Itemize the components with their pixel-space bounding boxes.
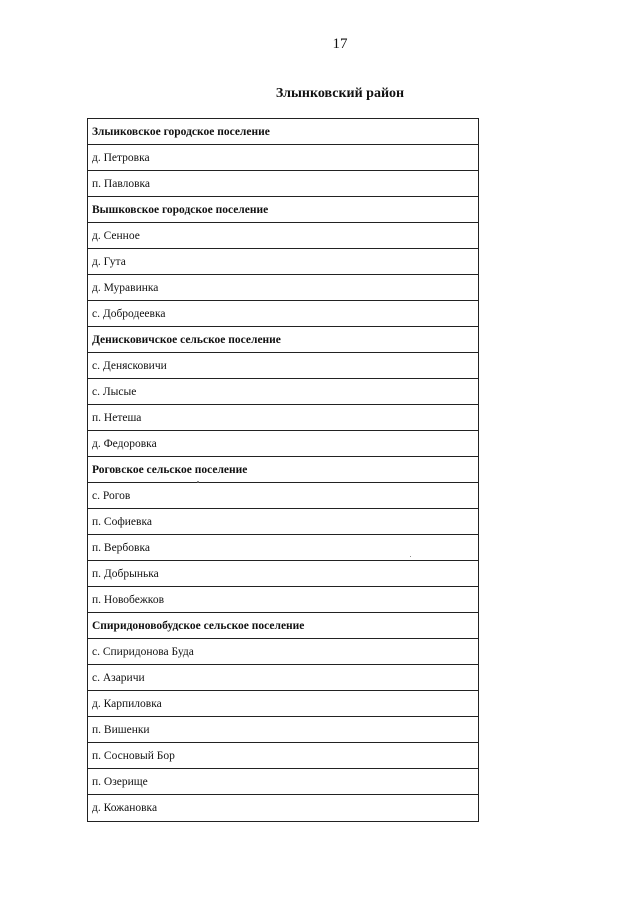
settlement-label: п. Нетеша	[92, 411, 142, 424]
settlement-label: с. Азаричи	[92, 671, 145, 684]
settlement-row	[88, 717, 478, 743]
settlement-table	[87, 118, 479, 822]
settlement-row	[88, 301, 478, 327]
settlement-group-label: Роговское сельское поселение	[92, 463, 248, 476]
settlement-row	[88, 561, 478, 587]
settlement-row	[88, 665, 478, 691]
settlement-label: с. Спиридонова Буда	[92, 645, 194, 658]
settlement-group-header	[88, 327, 478, 353]
settlement-label: п. Новобежков	[92, 593, 164, 606]
settlement-row	[88, 691, 478, 717]
settlement-row	[88, 249, 478, 275]
settlement-label: д. Петровка	[92, 151, 150, 164]
settlement-row	[88, 379, 478, 405]
page-title: Злынковский район	[275, 86, 405, 101]
settlement-row	[88, 743, 478, 769]
settlement-row	[88, 353, 478, 379]
settlement-label: с. Рогов	[92, 489, 131, 502]
settlement-label: п. Вербовка	[92, 541, 150, 554]
settlement-row	[88, 587, 478, 613]
settlement-group-header	[88, 457, 478, 483]
settlement-label: п. Добрынька	[92, 567, 159, 580]
settlement-label: д. Муравинка	[92, 281, 159, 294]
settlement-group-label: Злыиковское городское поселение	[92, 125, 270, 138]
settlement-group-label: Денисковичское сельское поселение	[92, 333, 281, 346]
settlement-row	[88, 275, 478, 301]
settlement-label: п. Павловка	[92, 177, 151, 190]
settlement-group-label: Спиридоновобудское сельское поселение	[92, 619, 305, 632]
settlement-label: д. Кожановка	[92, 802, 158, 814]
settlement-group-header	[88, 613, 478, 639]
scan-artifact	[410, 556, 411, 557]
settlement-row	[88, 405, 478, 431]
settlement-label: д. Сенное	[92, 229, 140, 242]
settlement-label: с. Лысые	[92, 385, 137, 398]
settlement-group-label: Вышковское городское поселение	[92, 203, 269, 216]
settlement-row	[88, 145, 478, 171]
settlement-label: п. Вишенки	[92, 723, 150, 736]
settlement-label: п. Сосновый Бор	[92, 749, 175, 762]
settlement-label: с. Добродеевка	[92, 307, 166, 320]
scan-artifact	[197, 481, 199, 483]
settlement-label: д. Федоровка	[92, 437, 157, 450]
settlement-label: с. Денясковичи	[92, 359, 167, 372]
settlement-label: д. Гута	[92, 255, 126, 268]
settlement-row	[88, 535, 478, 561]
settlement-row	[88, 171, 478, 197]
settlement-label: д. Карпиловка	[92, 697, 162, 710]
settlement-label: п. Софиевка	[92, 515, 152, 528]
settlement-group-header	[88, 197, 478, 223]
settlement-row	[88, 769, 478, 795]
settlement-group-header	[88, 119, 478, 145]
settlement-row	[88, 795, 478, 821]
settlement-row	[88, 509, 478, 535]
page-number: 17	[332, 36, 348, 52]
settlement-row	[88, 431, 478, 457]
settlement-row	[88, 483, 478, 509]
settlement-label: п. Озерище	[92, 775, 148, 788]
settlement-row	[88, 223, 478, 249]
settlement-row	[88, 639, 478, 665]
